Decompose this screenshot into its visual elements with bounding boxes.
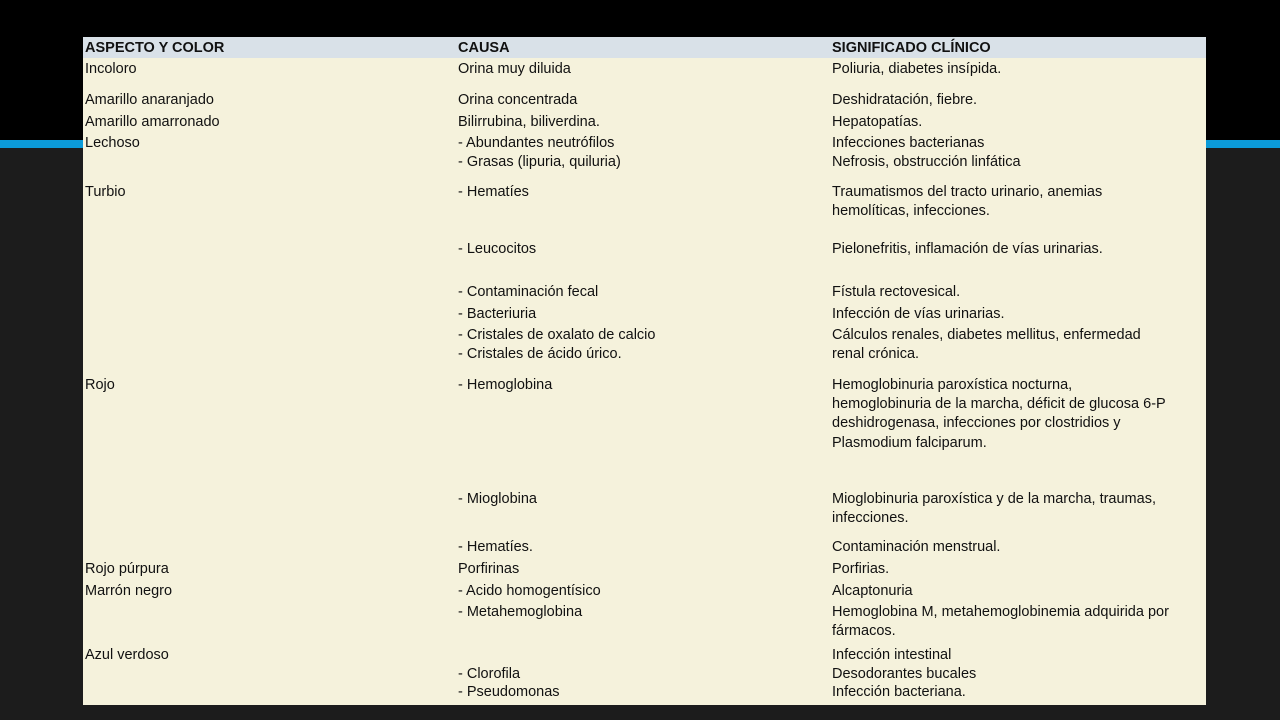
row-causa: - Contaminación fecal [458,284,599,300]
row-aspecto: Azul verdoso [85,647,169,663]
accent-stripe-right [1206,140,1280,148]
row-significado: Fístula rectovesical. [832,284,961,300]
row-causa: - Hematíes [458,184,529,200]
header-aspecto: ASPECTO Y COLOR [85,40,225,56]
row-aspecto: Amarillo amarronado [85,114,220,130]
row-significado: Desodorantes bucales [832,666,977,682]
row-causa: Orina concentrada [458,92,578,108]
header-causa: CAUSA [458,40,510,56]
row-significado: Cálculos renales, diabetes mellitus, enfermedad [832,327,1141,343]
row-significado: Mioglobinuria paroxística y de la marcha, traumas, [832,491,1156,507]
row-aspecto: Marrón negro [85,583,173,599]
row-significado: hemoglobinuria de la marcha, déficit de glucosa 6-P [832,396,1166,412]
row-significado: Infecciones bacterianas [832,135,985,151]
row-significado: Contaminación menstrual. [832,539,1001,555]
row-causa: - Bacteriuria [458,306,537,322]
row-aspecto: Amarillo anaranjado [85,92,214,108]
row-causa: - Pseudomonas [458,684,560,700]
row-significado: renal crónica. [832,346,920,362]
row-significado: Nefrosis, obstrucción linfática [832,154,1021,170]
row-significado: Hepatopatías. [832,114,923,130]
row-significado: Infección de vías urinarias. [832,306,1005,322]
row-significado: fármacos. [832,623,896,639]
row-causa: - Cristales de ácido úrico. [458,346,622,362]
row-significado: Traumatismos del tracto urinario, anemias [832,184,1103,200]
row-aspecto: Rojo púrpura [85,561,169,577]
row-significado: Hemoglobina M, metahemoglobinemia adquirida por [832,604,1169,620]
row-causa: - Cristales de oxalato de calcio [458,327,656,343]
row-causa: - Mioglobina [458,491,537,507]
row-causa: - Acido homogentísico [458,583,601,599]
row-significado: infecciones. [832,510,909,526]
row-significado: Alcaptonuria [832,583,913,599]
row-aspecto: Rojo [85,377,115,393]
row-causa: - Clorofila [458,666,521,682]
row-causa: - Abundantes neutrófilos [458,135,615,151]
row-causa: - Hemoglobina [458,377,553,393]
row-aspecto: Turbio [85,184,126,200]
accent-stripe-left [0,140,83,148]
row-aspecto: Incoloro [85,61,137,77]
row-significado: Hemoglobinuria paroxística nocturna, [832,377,1073,393]
row-causa: Orina muy diluida [458,61,571,77]
row-significado: Deshidratación, fiebre. [832,92,978,108]
row-significado: Porfirias. [832,561,890,577]
row-causa: - Leucocitos [458,241,537,257]
row-causa: - Grasas (lipuria, quiluria) [458,154,621,170]
row-significado: Poliuria, diabetes insípida. [832,61,1002,77]
row-significado: Infección intestinal [832,647,952,663]
row-causa: - Metahemoglobina [458,604,583,620]
urine-appearance-table [83,37,1206,705]
row-significado: Plasmodium falciparum. [832,435,987,451]
row-causa: - Hematíes. [458,539,533,555]
table-header [83,37,1206,58]
row-significado: deshidrogenasa, infecciones por clostridios y [832,415,1121,431]
row-causa: Bilirrubina, biliverdina. [458,114,600,130]
header-significado: SIGNIFICADO CLÍNICO [832,40,991,56]
row-significado: hemolíticas, infecciones. [832,203,990,219]
row-aspecto: Lechoso [85,135,140,151]
row-significado: Pielonefritis, inflamación de vías urinarias. [832,241,1103,257]
row-significado: Infección bacteriana. [832,684,966,700]
row-causa: Porfirinas [458,561,520,577]
